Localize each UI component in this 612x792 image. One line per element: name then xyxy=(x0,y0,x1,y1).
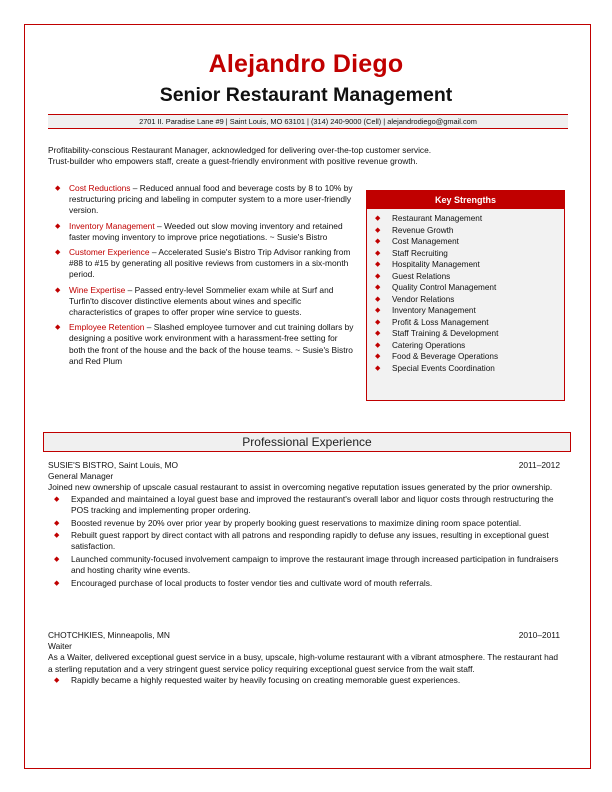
candidate-title: Senior Restaurant Management xyxy=(159,84,453,106)
diamond-bullet-icon: ◆ xyxy=(54,532,60,540)
diamond-bullet-icon: ◆ xyxy=(55,249,61,257)
accomplishment-label: Cost Reductions xyxy=(69,183,131,193)
diamond-bullet-icon: ◆ xyxy=(55,185,61,192)
strength-item xyxy=(375,340,564,352)
accomplishment-text: – Accelerated Susie's Bistro Trip Advisor ranking from #88 to #15 by generating all positive reviews from customers in a six-month period. xyxy=(69,247,351,280)
diamond-bullet-icon: ◆ xyxy=(54,580,60,588)
job-bullet xyxy=(54,554,560,576)
diamond-bullet-icon: ◆ xyxy=(375,318,381,326)
job-entry xyxy=(48,460,560,591)
job-entry xyxy=(48,630,560,688)
strength-label: Catering Operations xyxy=(392,340,466,350)
candidate-name: Alejandro Diego xyxy=(208,50,404,78)
accomplishment-item xyxy=(55,183,355,217)
strength-label: Quality Control Management xyxy=(392,283,497,292)
diamond-bullet-icon: ◆ xyxy=(375,330,381,337)
job-role: General Manager xyxy=(48,471,114,482)
diamond-bullet-icon: ◆ xyxy=(375,353,381,360)
accomplishment-label: Wine Expertise xyxy=(69,284,126,295)
diamond-bullet-icon: ◆ xyxy=(375,272,381,280)
job-employer: CHOTCHKIES, Minneapolis, MN xyxy=(48,630,170,640)
job-role: Waiter xyxy=(48,641,72,652)
strength-label: Food & Beverage Operations xyxy=(392,352,499,361)
accomplishment-text: – Weeded out slow moving inventory and retained faster moving inventory to improve price negotiations. ~ Susie's Bistro xyxy=(69,220,343,242)
strength-item xyxy=(375,248,564,260)
strength-label: Vendor Relations xyxy=(392,294,455,304)
strength-item xyxy=(375,294,564,306)
strength-label: Staff Recruiting xyxy=(392,248,448,258)
contact-bar: 2701 II. Paradise Lane #9 | Saint Louis, MO 63101 | (314) 240-9000 (Cell) | alejandrodiego@gmail.com xyxy=(48,114,568,129)
job-bullet xyxy=(54,530,560,552)
key-strengths-box xyxy=(366,190,565,401)
accomplishment-text: – Passed entry-level Sommelier exam while at Surf and Turfin'to discover distinctive elements about wines and specific characteristics of grapes to offer proper wine service to guests. xyxy=(69,284,334,318)
diamond-bullet-icon: ◆ xyxy=(375,249,381,257)
job-bullet-text: Rebuilt guest rapport by direct contact with all patrons and responding rapidly to defuse any issues, resulting in exceptional guest satisfaction. xyxy=(71,530,549,552)
strength-label: Inventory Management xyxy=(392,306,476,315)
strength-item xyxy=(375,225,564,237)
job-bullet-text: Launched community-focused involvement campaign to improve the restaurant image through increased participation in fundraisers and hosting charity wine events. xyxy=(71,554,559,576)
key-strengths-title: Key Strengths xyxy=(367,191,564,209)
diamond-bullet-icon: ◆ xyxy=(375,226,381,234)
diamond-bullet-icon: ◆ xyxy=(375,238,381,245)
summary-line-2: Trust-builder who empowers staff, create a guest-friendly environment with positive revenue growth. xyxy=(48,156,418,167)
strength-label: Restaurant Management xyxy=(392,214,483,223)
job-header xyxy=(48,630,560,641)
accomplishment-item xyxy=(55,285,355,319)
accomplishment-label: Inventory Management xyxy=(69,220,155,231)
strength-item xyxy=(375,317,564,329)
diamond-bullet-icon: ◆ xyxy=(375,341,381,349)
accomplishment-item xyxy=(55,221,355,243)
job-bullet xyxy=(54,494,560,516)
section-header-experience: Professional Experience xyxy=(43,432,571,452)
job-bullet xyxy=(54,578,560,589)
accomplishment-text: – Reduced annual food and beverage costs by 8 to 10% by restructuring pricing and labeling in computer system to a more user-friendly version. xyxy=(69,183,353,216)
diamond-bullet-icon: ◆ xyxy=(375,364,381,372)
summary xyxy=(48,145,568,167)
diamond-bullet-icon: ◆ xyxy=(54,519,60,527)
job-employer: SUSIE'S BISTRO, Saint Louis, MO xyxy=(48,460,179,470)
job-bullet-text: Expanded and maintained a loyal guest base and improved the restaurant's overall labor and liquor costs through restructuring the POS tracking and implementing proper ordering. xyxy=(71,493,554,515)
diamond-bullet-icon: ◆ xyxy=(375,295,381,303)
diamond-bullet-icon: ◆ xyxy=(375,307,381,314)
job-description: Joined new ownership of upscale casual restaurant to assist in overcoming negative reputation issues generated by the prior ownership. xyxy=(48,482,553,493)
strength-label: Special Events Coordination xyxy=(392,363,495,373)
strength-label: Cost Management xyxy=(392,237,459,246)
diamond-bullet-icon: ◆ xyxy=(54,495,60,503)
strength-item xyxy=(375,305,564,317)
strength-item xyxy=(375,328,564,340)
accomplishment-item xyxy=(55,322,355,367)
diamond-bullet-icon: ◆ xyxy=(375,261,381,268)
job-bullets xyxy=(48,675,560,686)
job-bullet-text: Encouraged purchase of local products to foster vendor ties and cultivate word of mouth referrals. xyxy=(71,578,433,589)
strength-item xyxy=(375,271,564,283)
diamond-bullet-icon: ◆ xyxy=(375,284,381,291)
job-header xyxy=(48,460,560,471)
job-bullet-text: Rapidly became a highly requested waiter by heavily focusing on creating memorable guest experiences. xyxy=(71,674,461,685)
job-bullets xyxy=(48,494,560,590)
job-dates: 2010–2011 xyxy=(518,630,560,640)
strength-item xyxy=(375,282,564,294)
accomplishment-label: Employee Retention xyxy=(69,322,145,333)
accomplishment-item xyxy=(55,247,355,281)
summary-line-1: Profitability-conscious Restaurant Manager, acknowledged for delivering over-the-top customer service. xyxy=(48,145,432,155)
strength-item xyxy=(375,351,564,363)
strength-item xyxy=(375,236,564,248)
diamond-bullet-icon: ◆ xyxy=(55,324,61,332)
key-strengths-list xyxy=(367,209,564,374)
job-description: As a Waiter, delivered exceptional guest service in a busy, upscale, high-volume restaurant with a vibrant atmosphere. The restaurant had a sterling reputation and a very stringent guest service policy requiring exceptional guest service from the wait staff. xyxy=(48,652,559,674)
job-bullet-text: Boosted revenue by 20% over prior year by properly booking guest reservations to maximize dining room space potential. xyxy=(71,517,522,528)
job-bullet xyxy=(54,675,560,686)
strength-label: Staff Training & Development xyxy=(392,329,499,338)
diamond-bullet-icon: ◆ xyxy=(54,556,60,564)
strength-label: Revenue Growth xyxy=(392,225,454,235)
strength-item xyxy=(375,363,564,375)
strength-item xyxy=(375,213,564,225)
diamond-bullet-icon: ◆ xyxy=(55,222,61,230)
diamond-bullet-icon: ◆ xyxy=(55,286,61,294)
diamond-bullet-icon: ◆ xyxy=(375,215,381,222)
diamond-bullet-icon: ◆ xyxy=(54,676,60,684)
strength-item xyxy=(375,259,564,271)
strength-label: Hospitality Management xyxy=(392,260,480,269)
strength-label: Profit & Loss Management xyxy=(392,317,489,327)
strength-label: Guest Relations xyxy=(392,271,451,281)
accomplishment-label: Customer Experience xyxy=(69,247,150,258)
accomplishments-list xyxy=(55,183,355,371)
job-bullet xyxy=(54,518,560,529)
job-dates: 2011–2012 xyxy=(518,460,560,470)
accomplishment-text: – Slashed employee turnover and cut training dollars by designing a positive work environment with a harassment-free setting for both the front of the house and the back of the house teams. ~ Susie's Bistro and Red Plum xyxy=(69,322,354,366)
